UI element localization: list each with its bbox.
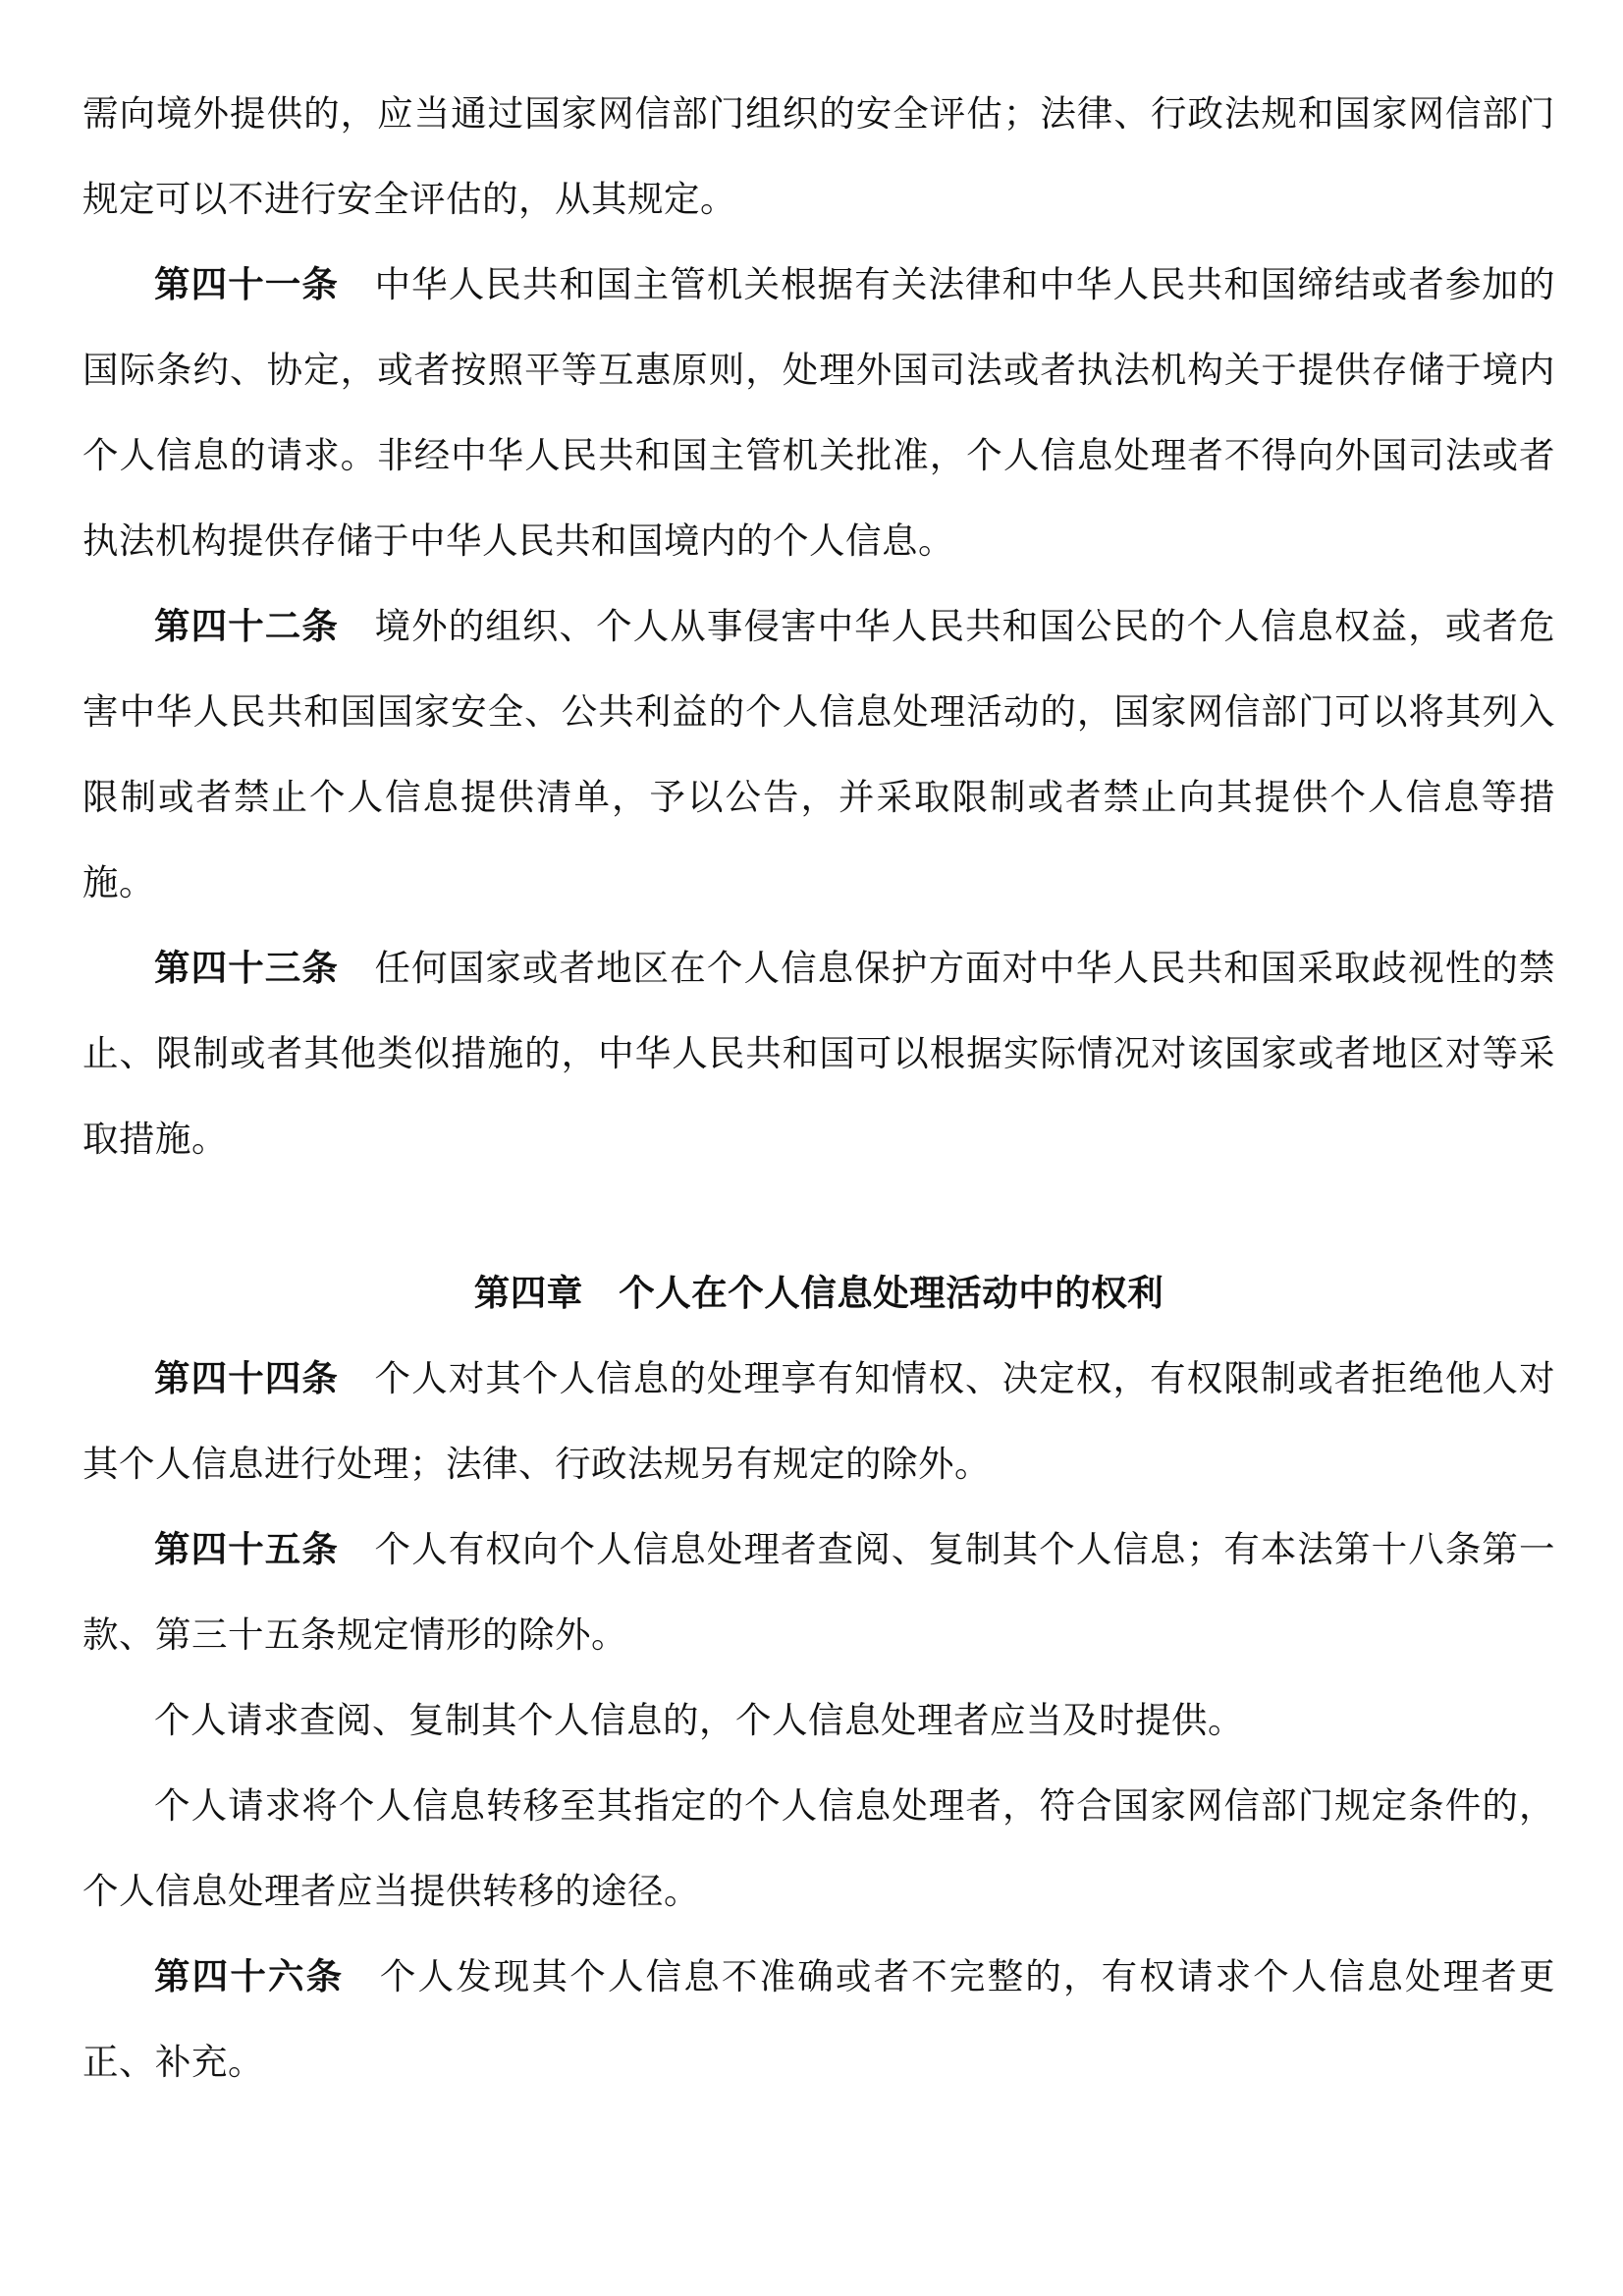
document-page [82,71,1555,2105]
article-42 [82,583,1555,925]
article-text: 个人有权向个人信息处理者查阅、复制其个人信息；有本法第十八条第一款、第三十五条规定情形的除外。 [82,1528,1556,1656]
article-text: 个人对其个人信息的处理享有知情权、决定权，有权限制或者拒绝他人对其个人信息进行处理；法律、行政法规另有规定的除外。 [82,1357,1556,1485]
article-41 [82,242,1555,583]
article-45-paragraph-2: 个人请求查阅、复制其个人信息的，个人信息处理者应当及时提供。 [154,1699,1244,1741]
chapter-number: 第四章 [473,1272,583,1314]
article-44 [82,1336,1555,1506]
article-text: 任何国家或者地区在个人信息保护方面对中华人民共和国采取歧视性的禁止、限制或者其他类似措施的，中华人民共和国可以根据实际情况对该国家或者地区对等采取措施。 [82,947,1556,1160]
chapter-title: 个人在个人信息处理活动中的权利 [619,1272,1164,1314]
article-43 [82,925,1555,1181]
article-number: 第四十一条 [154,263,339,305]
article-46 [82,1934,1555,2105]
article-text: 个人发现其个人信息不准确或者不完整的，有权请求个人信息处理者更正、补充。 [82,1955,1556,2083]
article-number: 第四十四条 [154,1357,339,1399]
article-text: 境外的组织、个人从事侵害中华人民共和国公民的个人信息权益，或者危害中华人民共和国国家安全、公共利益的个人信息处理活动的，国家网信部门可以将其列入限制或者禁止个人信息提供清单，予以公告，并采取限制或者禁止向其提供个人信息等措施。 [82,605,1556,903]
chapter-heading [82,1250,1555,1336]
article-number: 第四十五条 [154,1528,339,1570]
article-number: 第四十三条 [154,947,339,989]
article-text: 中华人民共和国主管机关根据有关法律和中华人民共和国缔结或者参加的国际条约、协定，或者按照平等互惠原则，处理外国司法或者执法机构关于提供存储于境内个人信息的请求。非经中华人民共和国主管机关批准，个人信息处理者不得向外国司法或者执法机构提供存储于中华人民共和国境内的个人信息。 [82,263,1556,562]
article-45 [82,1506,1555,1677]
lead-paragraph: 需向境外提供的，应当通过国家网信部门组织的安全评估；法律、行政法规和国家网信部门规定可以不进行安全评估的，从其规定。 [82,92,1555,220]
article-45-paragraph-3: 个人请求将个人信息转移至其指定的个人信息处理者，符合国家网信部门规定条件的，个人信息处理者应当提供转移的途径。 [82,1784,1555,1912]
article-number: 第四十六条 [154,1955,345,1997]
section-gap [82,1181,1555,1250]
article-number: 第四十二条 [154,605,339,647]
